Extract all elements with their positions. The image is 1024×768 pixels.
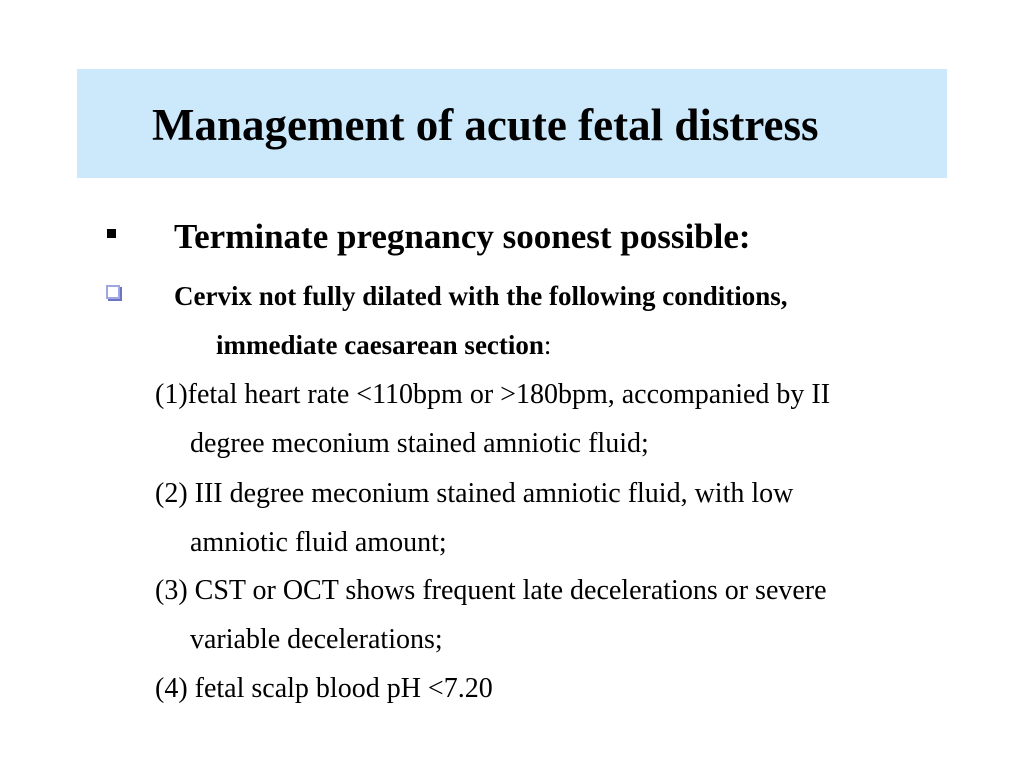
condition-1-line-2: degree meconium stained amniotic fluid;	[190, 428, 649, 459]
caesarean-section-text: immediate caesarean section	[216, 330, 544, 360]
condition-2-line-2: amniotic fluid amount;	[190, 527, 447, 558]
condition-1-line-1: (1)fetal heart rate <110bpm or >180bpm, accompanied by II	[155, 379, 831, 410]
bullet-cervix-not-dilated: Cervix not fully dilated with the following conditions,	[174, 281, 788, 311]
condition-3-line-2: variable decelerations;	[190, 624, 443, 655]
colon-text: :	[543, 330, 552, 360]
slide-title: Management of acute fetal distress	[152, 100, 819, 150]
bullet-terminate-pregnancy: Terminate pregnancy soonest possible:	[174, 217, 751, 256]
condition-2-line-1: (2) III degree meconium stained amniotic fluid, with low	[155, 478, 794, 509]
condition-3-line-1: (3) CST or OCT shows frequent late decelerations or severe	[155, 575, 827, 606]
title-banner	[77, 69, 947, 178]
hollow-square-bullet-icon	[106, 285, 120, 299]
condition-4-line-1: (4) fetal scalp blood pH <7.20	[155, 673, 493, 704]
bullet-cervix-continuation	[216, 327, 551, 363]
square-bullet-icon	[107, 229, 116, 238]
